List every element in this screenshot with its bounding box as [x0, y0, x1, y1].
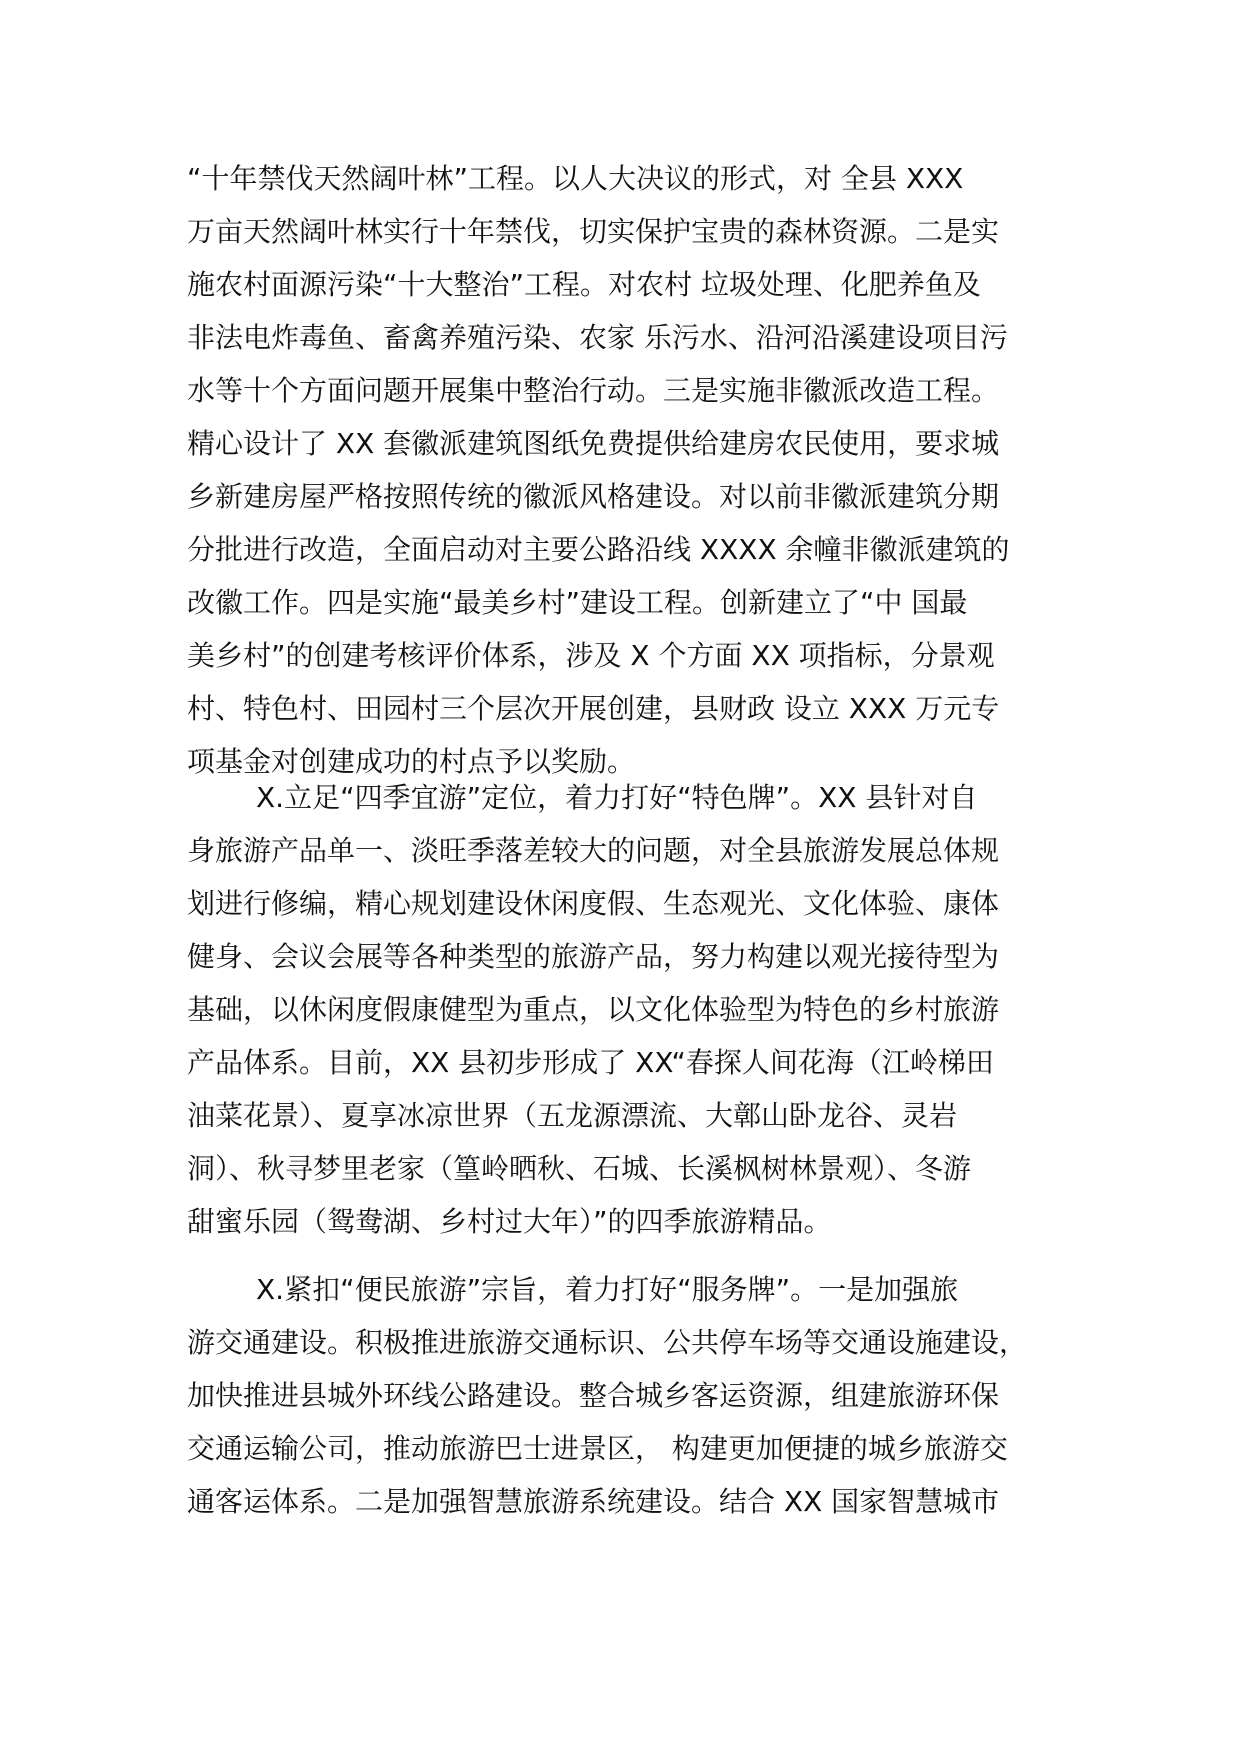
- text-line: 划进行修编，精心规划建设休闲度假、生态观光、文化体验、康体: [187, 887, 1000, 920]
- text-line: 甜蜜乐园（鸳鸯湖、乡村过大年）”的四季旅游精品。: [187, 1205, 832, 1238]
- text-line: 洞）、秋寻梦里老家（篁岭晒秋、石城、长溪枫树林景观）、冬游: [187, 1152, 972, 1185]
- text-line: 分批进行改造，全面启动对主要公路沿线 XXXX 余幢非徽派建筑的: [187, 533, 1010, 566]
- text-line: 村、特色村、田园村三个层次开展创建，县财政 设立 XXX 万元专: [187, 692, 1000, 725]
- text-line: 改徽工作。四是实施“最美乡村”建设工程。创新建立了“中 国最: [187, 586, 968, 619]
- text-line: 加快推进县城外环线公路建设。整合城乡客运资源，组建旅游环保: [187, 1379, 1000, 1412]
- text-line: 油菜花景）、夏享冰凉世界（五龙源漂流、大鄣山卧龙谷、灵岩: [187, 1099, 958, 1132]
- paragraph-convenient-tourism: [187, 1263, 1057, 1528]
- text-line: 通客运体系。二是加强智慧旅游系统建设。结合 XX 国家智慧城市: [187, 1485, 1000, 1518]
- text-line: 项基金对创建成功的村点予以奖励。: [187, 745, 636, 778]
- text-line: 精心设计了 XX 套徽派建筑图纸免费提供给建房农民使用，要求城: [187, 427, 1000, 460]
- text-line: 乡新建房屋严格按照传统的徽派风格建设。对以前非徽派建筑分期: [187, 480, 1000, 513]
- text-line: 美乡村”的创建考核评价体系，涉及 X 个方面 XX 项指标，分景观: [187, 639, 995, 672]
- text-line: X.紧扣“便民旅游”宗旨，着力打好“服务牌”。一是加强旅: [256, 1273, 959, 1306]
- text-line: 基础，以休闲度假康健型为重点，以文化体验型为特色的乡村旅游: [187, 993, 1000, 1026]
- text-line: 产品体系。目前，XX 县初步形成了 XX“春探人间花海（江岭梯田: [187, 1046, 994, 1079]
- text-line: 万亩天然阔叶林实行十年禁伐，切实保护宝贵的森林资源。二是实: [187, 215, 1000, 248]
- text-line: 施农村面源污染“十大整治”工程。对农村 垃圾处理、化肥养鱼及: [187, 268, 981, 301]
- paragraph-forest-protection: [187, 152, 1057, 788]
- text-line: 游交通建设。积极推进旅游交通标识、公共停车场等交通设施建设，: [187, 1326, 1028, 1359]
- text-line: 交通运输公司，推动旅游巴士进景区， 构建更加便捷的城乡旅游交: [187, 1432, 1008, 1465]
- text-line: X.立足“四季宜游”定位，着力打好“特色牌”。XX 县针对自: [256, 781, 978, 814]
- text-line: 身旅游产品单一、淡旺季落差较大的问题，对全县旅游发展总体规: [187, 834, 1000, 867]
- text-line: 水等十个方面问题开展集中整治行动。三是实施非徽派改造工程。: [187, 374, 1000, 407]
- text-line: 非法电炸毒鱼、畜禽养殖污染、农家 乐污水、沿河沿溪建设项目污: [187, 321, 1008, 354]
- text-line: “十年禁伐天然阔叶林”工程。以人大决议的形式，对 全县 XXX: [187, 162, 964, 195]
- paragraph-four-seasons-tourism: [187, 771, 1057, 1248]
- text-line: 健身、会议会展等各种类型的旅游产品，努力构建以观光接待型为: [187, 940, 1000, 973]
